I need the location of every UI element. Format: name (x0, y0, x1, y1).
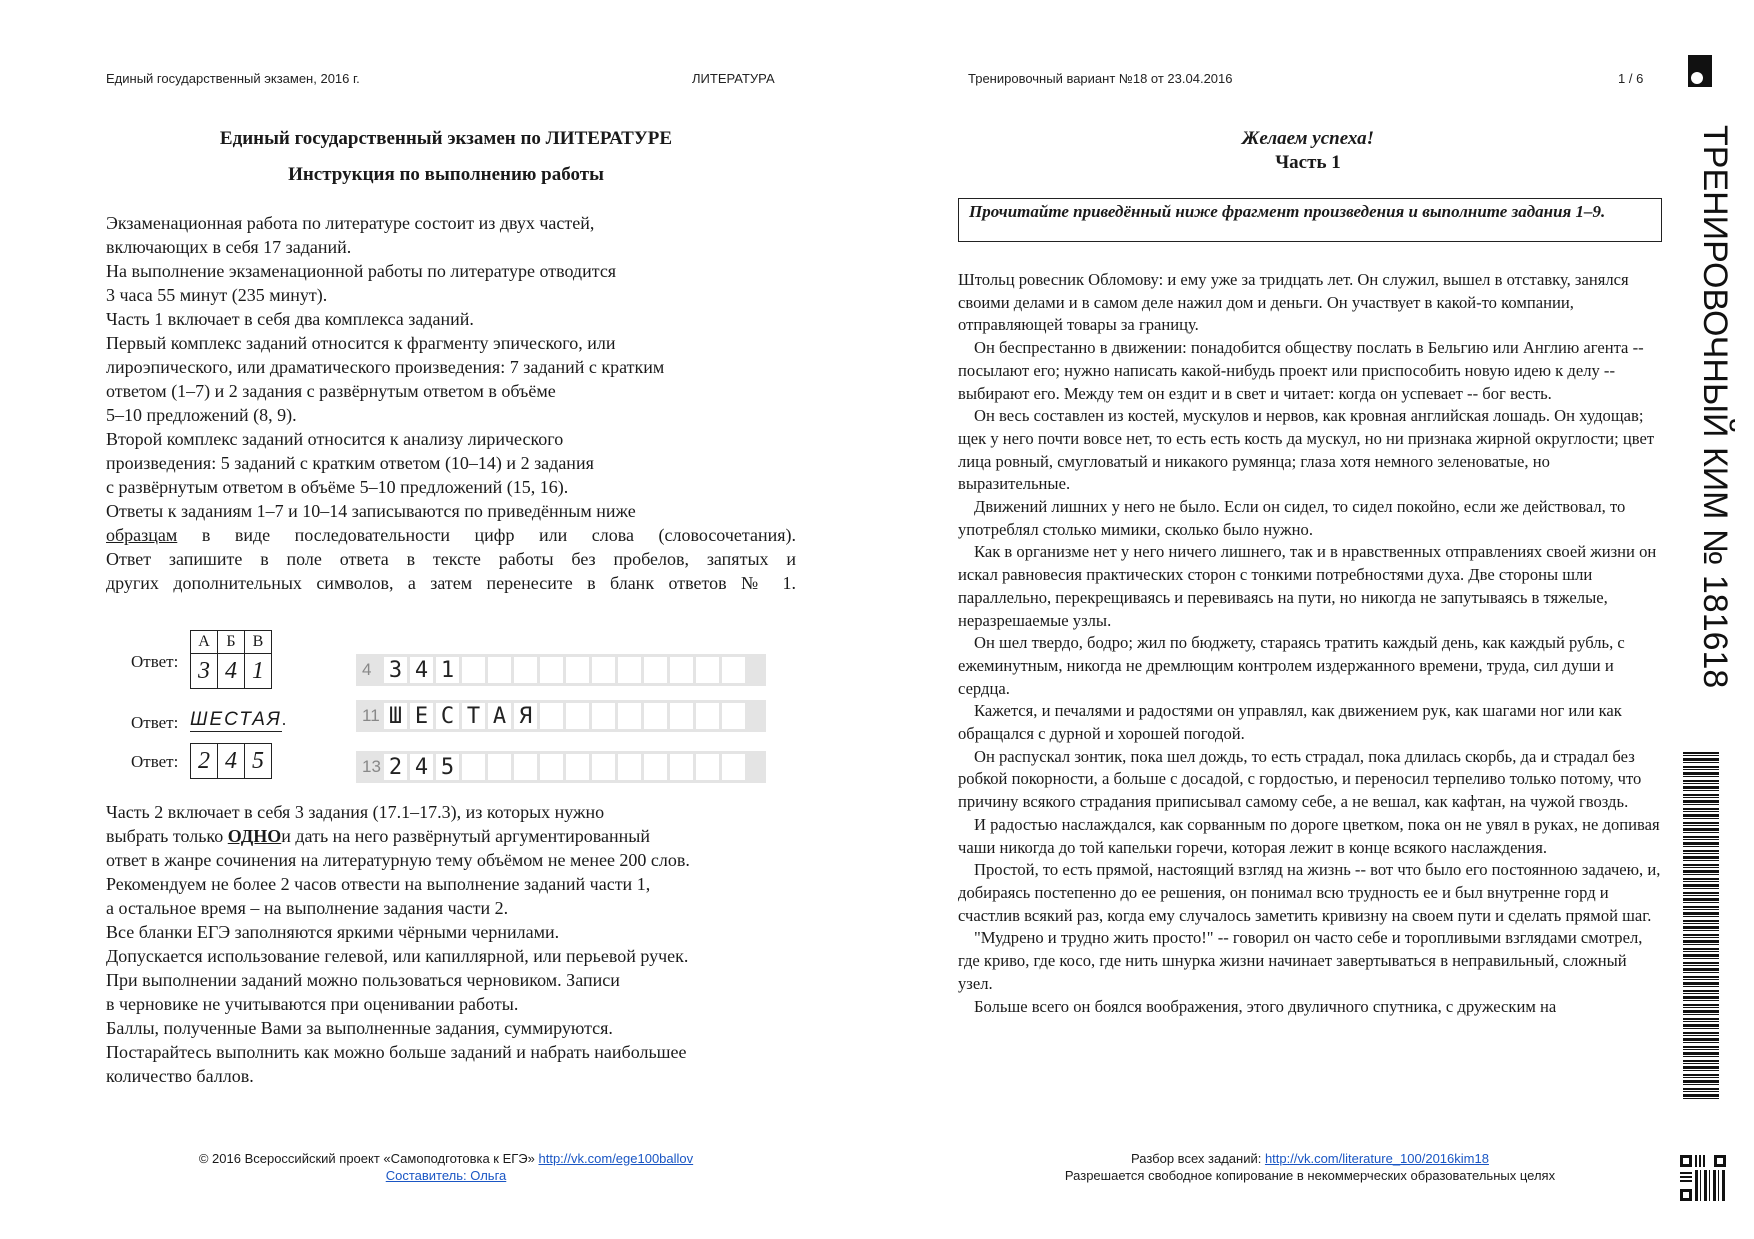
digit-cell: 5 (245, 744, 272, 779)
instruction-line: Экзаменационная работа по литературе состоит из двух частей, (106, 213, 595, 233)
digit-cell: 2 (191, 744, 218, 779)
part2-line: При выполнении заданий можно пользоваться черновиком. Записи (106, 970, 620, 990)
instruction-line: лироэпического, или драматического произведения: 7 заданий с кратким (106, 357, 665, 377)
razbor-text: Разбор всех заданий: (1131, 1151, 1265, 1166)
instruction-line: ответом (1–7) и 2 задания с развёрнутым ответом в объёме (106, 381, 556, 401)
answer-label: Ответ: (131, 652, 179, 671)
strip-cell: С (436, 703, 459, 729)
word-answer-suffix: . (281, 710, 287, 729)
left-title: Единый государственный экзамен по ЛИТЕРАТУРЕ (219, 128, 673, 149)
instruction-line: Ответы к заданиям 1–7 и 10–14 записываются по приведённым ниже (106, 501, 636, 521)
obrazcam-word: образцам (106, 525, 178, 545)
fragment-paragraph: "Мудрено и трудно жить просто!" -- говорил он часто себе и торопливыми взглядами смотрел, где криво, где косо, где нить шнурка жизни начинает завертываться в неправильный, сложный узел. (958, 928, 1643, 993)
part2-line: Часть 2 включает в себя 3 задания (17.1–17.3), из которых нужно (106, 802, 605, 822)
fragment-paragraph: Движений лишних у него не было. Если он сидел, то сидел покойно, если же действовал, то употреблял столько мимики, сколько было нужно. (958, 497, 1626, 539)
instruction-line (106, 523, 796, 547)
part2-line: Все бланки ЕГЭ заполняются яркими чёрными чернилами. (106, 922, 560, 942)
fragment-paragraph: Он весь составлен из костей, мускулов и нервов, как кровная английская лошадь. Он худощав; щек у него почти вовсе нет, то есть есть кость да мускул, но ни признака жирной округлости; цвет лица ровный, смугловатый и никакого румянца; глаза хотя немного зеленоватые, но выразительные. (958, 406, 1655, 494)
instructions-block (106, 211, 796, 595)
part2-text: и дать на него развёрнутый аргументированный (281, 826, 651, 846)
part2-line: в черновике не учитываются при оценивании работы. (106, 994, 519, 1014)
instruction-line: Часть 1 включает в себя два комплекса заданий. (106, 309, 474, 329)
answer-label: Ответ: (131, 752, 179, 771)
strip-cell: Ш (384, 703, 407, 729)
copyright-text: © 2016 Всероссийский проект «Самоподготовка к ЕГЭ» (198, 1151, 539, 1166)
part2-line: ответ в жанре сочинения на литературную тему объёмом не менее 200 слов. (106, 850, 690, 870)
strip-cell: 2 (384, 754, 407, 780)
right-footer (958, 1150, 1662, 1184)
vk-link-literature[interactable]: http://vk.com/literature_100/2016kim18 (1264, 1151, 1489, 1166)
vk-link-ege100[interactable]: http://vk.com/ege100ballov (538, 1151, 694, 1166)
odno-emphasis: ОДНО (227, 826, 282, 846)
header-page-number: 1 / 6 (1618, 71, 1644, 86)
barcode-icon (1683, 752, 1719, 1102)
strip-cell: 5 (436, 754, 459, 780)
strip-task-number: 13 (362, 757, 381, 776)
answer-form-strip-2 (356, 700, 766, 732)
strip-cell: Т (462, 703, 485, 729)
instruction-line: На выполнение экзаменационной работы по литературе отводится (106, 261, 617, 281)
literary-fragment (958, 269, 1662, 1018)
author-link[interactable]: Составитель: Ольга (385, 1168, 507, 1183)
digit-cell: 4 (218, 744, 245, 779)
grid-value-cell: 1 (245, 654, 272, 689)
strip-cell: 3 (384, 657, 407, 683)
task-instruction-box: Прочитайте приведённый ниже фрагмент произведения и выполните задания 1–9. (958, 198, 1662, 242)
instruction-line: Ответ запишите в поле ответа в тексте работы без пробелов, запятых и (106, 549, 796, 569)
part2-line: а остальное время – на выполнение задания части 2. (106, 898, 509, 918)
fragment-paragraph: И радостью наслаждался, как сорванным по дороге цветком, пока он не увял в руках, не допивая чаши никогда до той капельки горечи, которая лежит в конце всякого наслаждения. (958, 814, 1660, 857)
part2-line: Постарайтесь выполнить как можно больше заданий и набрать наибольшее (106, 1042, 687, 1062)
qr-code-icon (1680, 1155, 1726, 1201)
grid-value-cell: 3 (191, 654, 218, 689)
answer-form-strip-1 (356, 654, 766, 686)
instruction-line: включающих в себя 17 заданий. (106, 237, 352, 257)
instruction-line: других дополнительных символов, а затем перенесите в бланк ответов № 1. (106, 573, 796, 593)
part-title: Часть 1 (1275, 152, 1341, 173)
strip-cell: 4 (410, 754, 433, 780)
strip-cell: А (488, 703, 511, 729)
instruction-line: Первый комплекс заданий относится к фрагменту эпического, или (106, 333, 616, 353)
copying-notice: Разрешается свободное копирование в некоммерческих образовательных целях (1064, 1168, 1556, 1183)
strip-cell: 1 (436, 657, 459, 683)
instruction-line: 5–10 предложений (8, 9). (106, 405, 297, 425)
fragment-paragraph: Он беспрестанно в движении: понадобится обществу послать в Бельгию или Англию агента -- посылают его; нужно написать какой-нибудь проект или приспособить новую идею к делу -- выбирают его. Между тем он ездит и в свет и читает: когда он успевает -- бог весть. (958, 338, 1644, 403)
strip-task-number: 11 (362, 706, 380, 725)
vertical-kim-text: ТРЕНИРОВОЧНЫЙ КИМ № 181618 (1696, 125, 1734, 689)
grid-header-cell: Б (218, 631, 245, 654)
instruction-line: Второй комплекс заданий относится к анализу лирического (106, 429, 564, 449)
corner-marker-icon (1688, 55, 1712, 87)
fragment-paragraph: Как в организме нет у него ничего лишнего, так и в нравственных отправлениях своей жизни он искал равновесия практических сторон с тонкими потребностями духа. Две стороны шли параллельно, перекрещиваясь и перевиваясь на пути, но никогда не запутываясь в тяжелые, неразрешаемые узлы. (958, 542, 1657, 630)
answer-form-strip-3 (356, 751, 766, 783)
vertical-kim-label (1676, 125, 1736, 725)
instruction-line: с развёрнутым ответом в объёме 5–10 предложений (15, 16). (106, 477, 569, 497)
header-exam-name: Единый государственный экзамен, 2016 г. (106, 71, 360, 86)
fragment-paragraph: Штольц ровесник Обломову: и ему уже за тридцать лет. Он служил, вышел в отставку, занялся своими делами и в самом деле нажил дом и деньги. Он участвует в какой-то компании, отправляющей товары за границу. (958, 270, 1629, 335)
part2-line: Рекомендуем не более 2 часов отвести на выполнение заданий части 1, (106, 874, 651, 894)
word-answer-example (190, 709, 287, 732)
strip-cell: Е (410, 703, 433, 729)
grid-value-cell: 4 (218, 654, 245, 689)
grid-header-cell: А (191, 631, 218, 654)
digits-answer-example (190, 743, 272, 779)
instruction-line-rest: в виде последовательности цифр или слова (словосочетания). (201, 525, 796, 545)
fragment-paragraph: Простой, то есть прямой, настоящий взгляд на жизнь -- вот что было его постоянною задачею, и, добираясь постепенно до ее решения, он понимал всю трудность ее и был внутренне горд и счастлив всякий раз, когда ему случалось заметить кривизну на своем пути и сделать прямой шаг. (958, 860, 1661, 925)
fragment-paragraph: Кажется, и печалями и радостями он управлял, как движением рук, как шагами ног или как обращался с дурной и хорошей погодой. (958, 701, 1622, 744)
wish-text: Желаем успеха! (1241, 128, 1375, 149)
instruction-line: 3 часа 55 минут (235 минут). (106, 285, 328, 305)
grid-header-cell: В (245, 631, 272, 654)
answer-label: Ответ: (131, 713, 179, 732)
fragment-paragraph: Больше всего он боялся воображения, этого двуличного спутника, с дружеским на (974, 996, 1557, 1016)
fragment-paragraph: Он шел твердо, бодро; жил по бюджету, стараясь тратить каждый день, как каждый рубль, с ежеминутным, никогда не дремлющим контролем издержанного времени, труда, сил души и сердца. (958, 633, 1625, 698)
left-subtitle: Инструкция по выполнению работы (288, 164, 604, 185)
left-footer (106, 1150, 786, 1184)
strip-task-number: 4 (362, 660, 372, 679)
instruction-line: произведения: 5 заданий с кратким ответом (10–14) и 2 задания (106, 453, 594, 473)
word-answer-value: ШЕСТАЯ (190, 709, 282, 730)
part2-line: Допускается использование гелевой, или капиллярной, или перьевой ручек. (106, 946, 689, 966)
fragment-paragraph: Он распускал зонтик, пока шел дождь, то есть страдал, пока длилась скорбь, да и страдал без робкой покорности, а больше с досадой, с гордостью, и переносил терпеливо только потому, что причину всякого страдания приписывал самому себе, а не вешал, как кафтан, на чужой гвоздь. (958, 746, 1642, 812)
part2-line: Баллы, полученные Вами за выполненные задания, суммируются. (106, 1018, 613, 1038)
strip-cell: 4 (410, 657, 433, 683)
part2-text: выбрать только (106, 826, 228, 846)
header-subject: ЛИТЕРАТУРА (692, 71, 775, 86)
answer-grid-example (190, 630, 272, 689)
part2-line (106, 824, 806, 848)
strip-cell: Я (514, 703, 537, 729)
part2-line: количество баллов. (106, 1066, 254, 1086)
part2-block (106, 800, 806, 1088)
header-variant: Тренировочный вариант №18 от 23.04.2016 (968, 71, 1233, 86)
